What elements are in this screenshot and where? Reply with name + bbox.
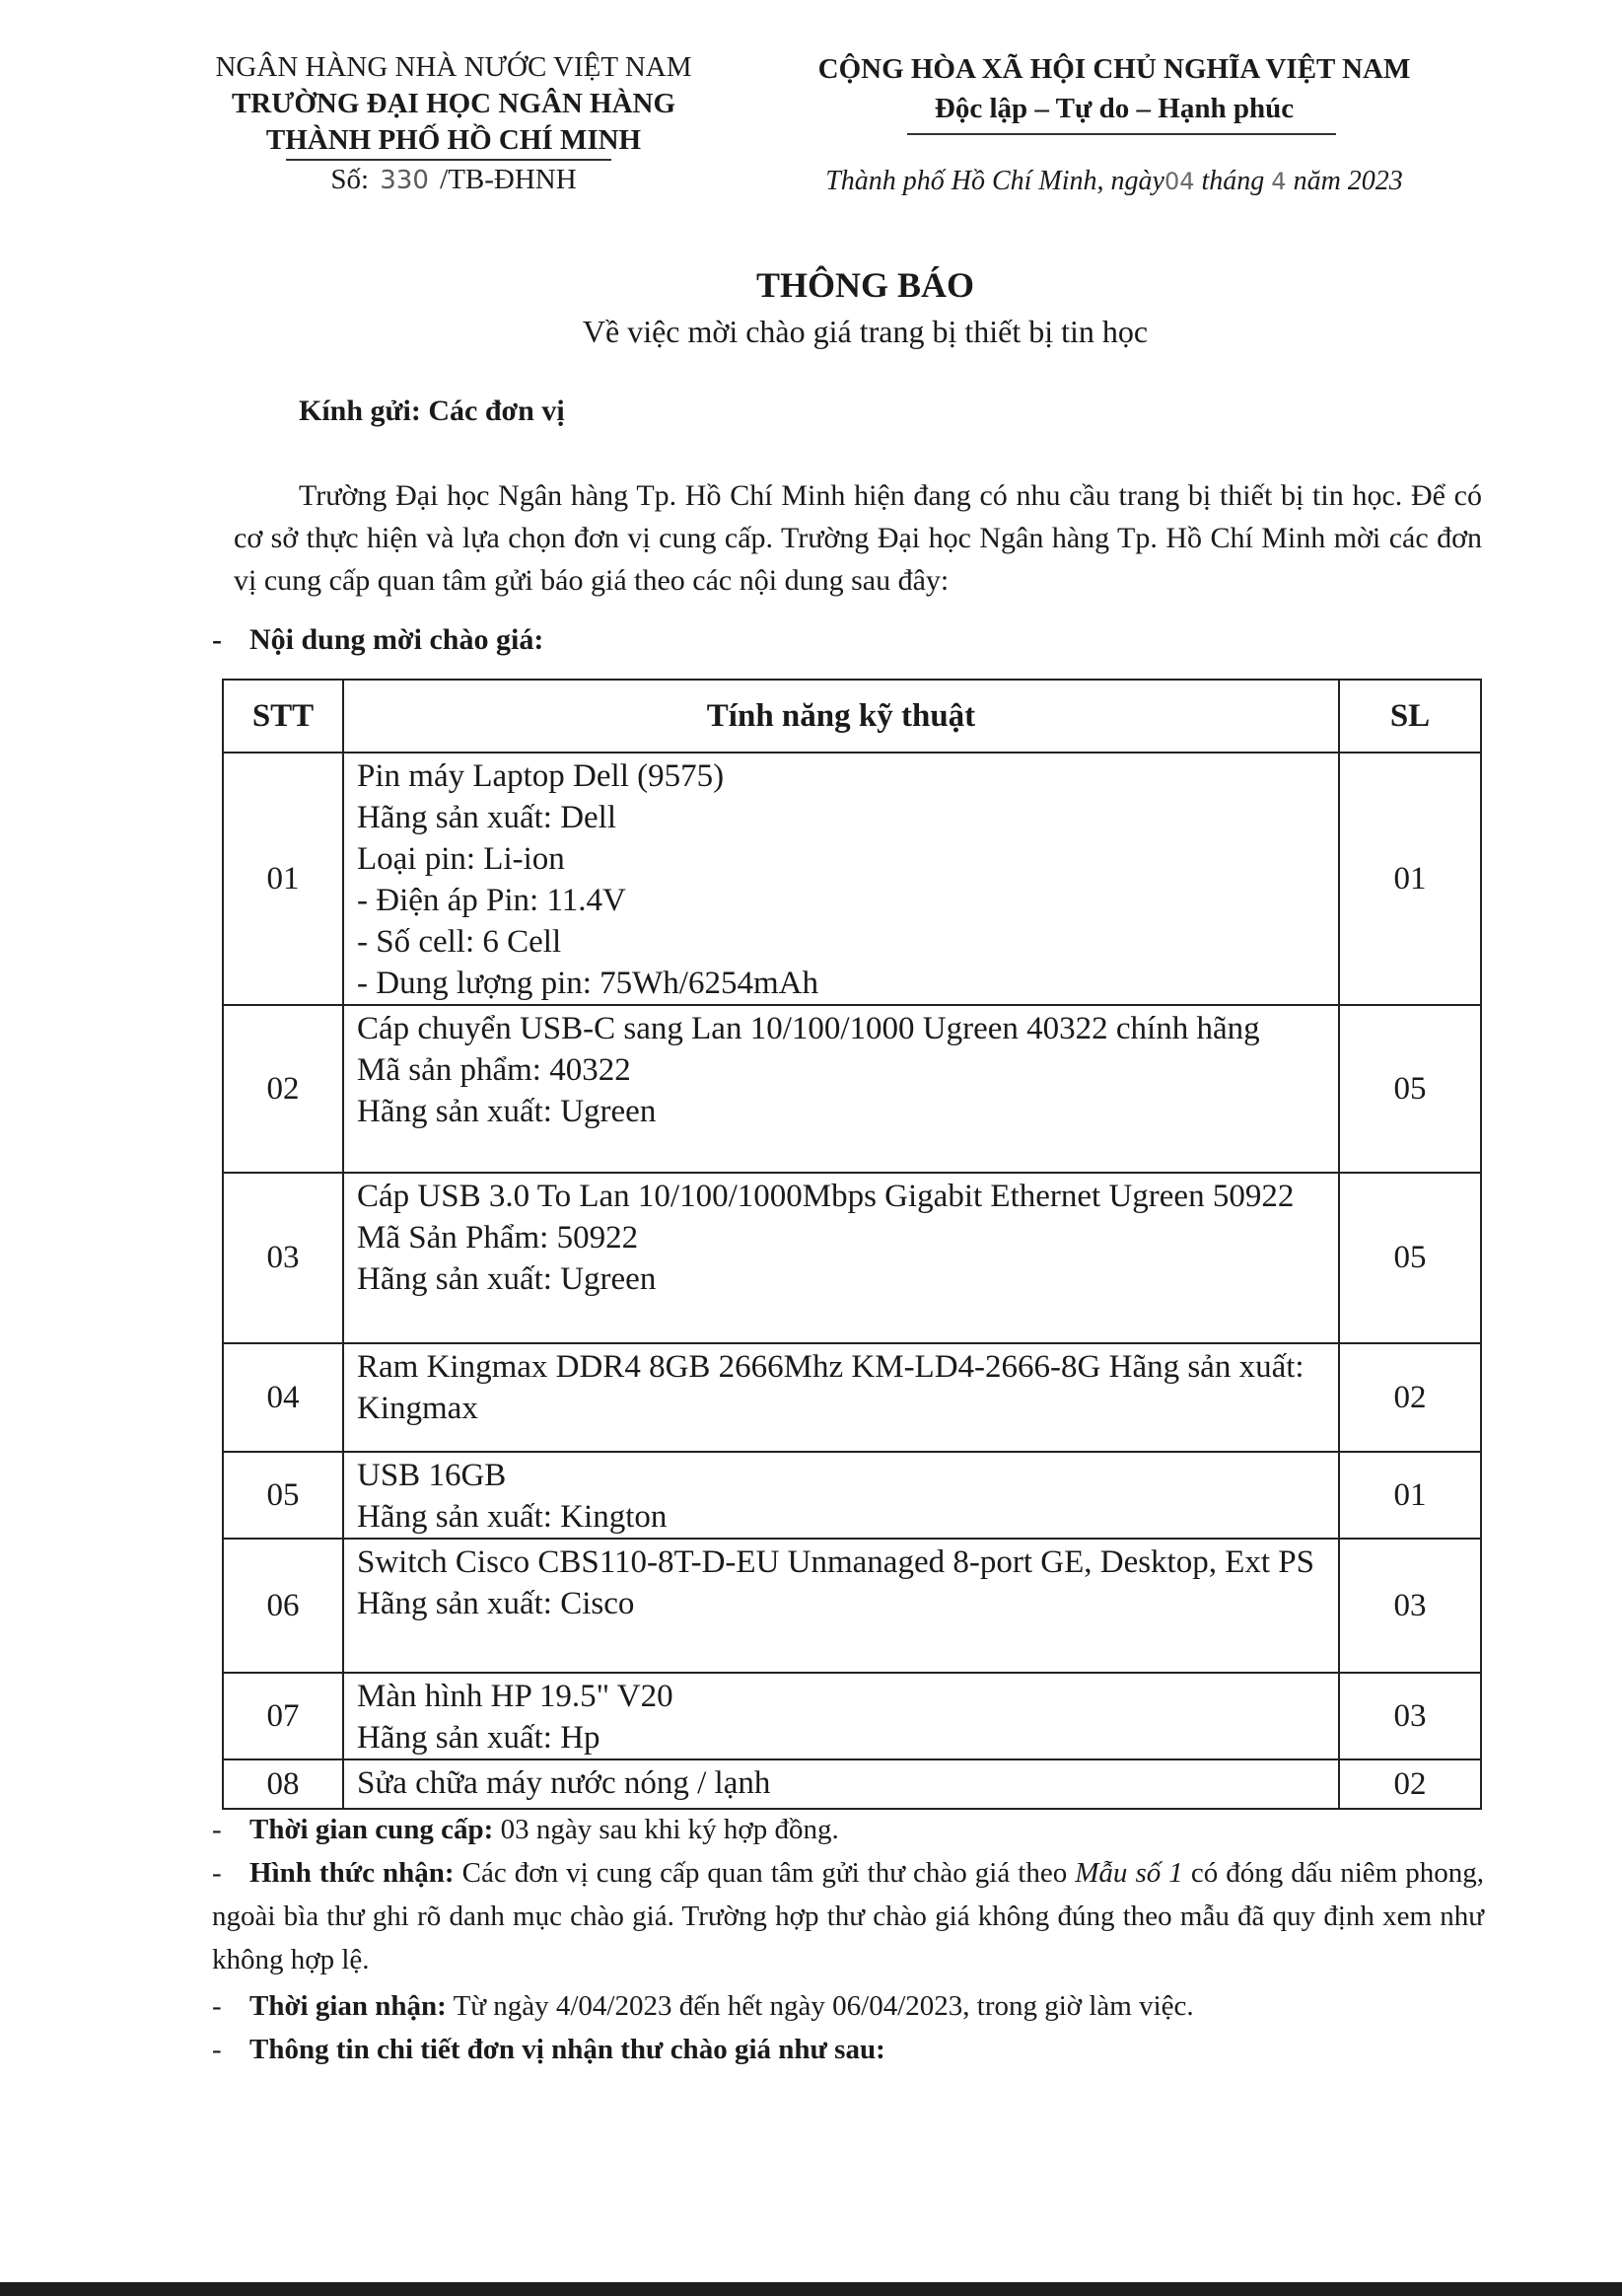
table-row	[223, 753, 1481, 1005]
document-date	[769, 166, 1459, 197]
date-text-month-label: tháng	[1201, 166, 1265, 196]
row-specs	[343, 1005, 1339, 1173]
spec-line: Hãng sản xuất: Hp	[357, 1720, 600, 1756]
section-label	[212, 623, 543, 657]
national-motto: Độc lập – Tự do – Hạnh phúc	[934, 93, 1295, 124]
spec-line: Hãng sản xuất: Dell	[357, 800, 617, 835]
table-row	[223, 1343, 1481, 1452]
issuer-underline	[286, 159, 611, 161]
bullet-dash: -	[212, 1857, 222, 1889]
issuer-ministry: NGÂN HÀNG NHÀ NƯỚC VIỆT NAM	[215, 51, 692, 83]
bullet-dash: -	[212, 1814, 222, 1845]
spec-line: Hãng sản xuất: Ugreen	[357, 1261, 657, 1297]
table-header-row	[223, 680, 1481, 753]
receive-time-label: Thời gian nhận:	[249, 1990, 447, 2022]
spec-line: - Dung lượng pin: 75Wh/6254mAh	[357, 966, 818, 1001]
national-title: CỘNG HÒA XÃ HỘI CHỦ NGHĨA VIỆT NAM	[817, 53, 1411, 85]
receive-form-text: Các đơn vị cung cấp quan tâm gửi thư chào giá theo	[461, 1857, 1068, 1889]
row-quantity: 05	[1339, 1005, 1481, 1173]
header-quantity: SL	[1339, 680, 1481, 753]
row-quantity: 01	[1339, 1452, 1481, 1539]
row-stt: 05	[223, 1452, 343, 1539]
spec-line: Hãng sản xuất: Cisco	[357, 1586, 635, 1621]
row-quantity: 02	[1339, 1759, 1481, 1809]
intro-paragraph: Trường Đại học Ngân hàng Tp. Hồ Chí Minh hiện đang có nhu cầu trang bị thiết bị tin học. Để có cơ sở thực hiện và lựa chọn đơn vị cung cấp. Trường Đại học Ngân hàng Tp. Hồ Chí Minh mời các đơn vị cung cấp quan tâm gửi báo giá theo các nội dung sau đây:	[234, 479, 1482, 597]
date-text-year: năm 2023	[1293, 166, 1403, 196]
row-specs	[343, 1539, 1339, 1673]
row-stt: 06	[223, 1539, 343, 1673]
items-table	[222, 679, 1482, 1810]
row-quantity: 05	[1339, 1173, 1481, 1343]
issuer-city: THÀNH PHỐ HỒ CHÍ MINH	[265, 124, 642, 156]
section-label-dash: -	[212, 623, 222, 656]
row-specs	[343, 1173, 1339, 1343]
document-title: THÔNG BÁO	[755, 265, 975, 305]
row-stt: 07	[223, 1673, 343, 1759]
spec-line: - Điện áp Pin: 11.4V	[357, 883, 626, 918]
supply-time-line	[212, 1808, 1484, 1851]
recipient-line: Kính gửi: Các đơn vị	[299, 395, 565, 427]
spec-line: Switch Cisco CBS110-8T-D-EU Unmanaged 8-port GE, Desktop, Ext PS	[357, 1544, 1315, 1580]
issuer-university: TRƯỜNG ĐẠI HỌC NGÂN HÀNG	[231, 88, 676, 119]
spec-line: Cáp USB 3.0 To Lan 10/100/1000Mbps Gigabit Ethernet Ugreen 50922	[357, 1179, 1295, 1214]
spec-line: Màn hình HP 19.5" V20	[357, 1679, 673, 1714]
issuer-block	[158, 49, 749, 159]
row-specs	[343, 753, 1339, 1005]
document-subtitle: Về việc mời chào giá trang bị thiết bị tin học	[582, 314, 1149, 349]
detail-label: Thông tin chi tiết đơn vị nhận thư chào giá như sau:	[249, 2034, 885, 2065]
table-row	[223, 1452, 1481, 1539]
spec-line: Hãng sản xuất: Kington	[357, 1499, 668, 1535]
date-month-handwritten: 4	[1271, 168, 1287, 195]
row-quantity: 03	[1339, 1673, 1481, 1759]
receive-form-template: Mẫu số 1	[1075, 1857, 1183, 1889]
document-number-handwritten: 330	[380, 166, 429, 195]
bullet-dash: -	[212, 1990, 222, 2022]
document-number-prefix: Số:	[330, 164, 369, 195]
motto-underline	[907, 133, 1336, 135]
row-specs	[343, 1452, 1339, 1539]
spec-line: Mã sản phẩm: 40322	[357, 1052, 631, 1088]
supply-time-text: 03 ngày sau khi ký hợp đồng.	[500, 1814, 839, 1845]
spec-line: - Số cell: 6 Cell	[357, 924, 562, 960]
receive-form-label: Hình thức nhận:	[249, 1857, 455, 1889]
spec-line: Loại pin: Li-ion	[357, 841, 565, 877]
table-row	[223, 1759, 1481, 1809]
receive-time-line	[212, 1984, 1484, 2028]
bullet-dash: -	[212, 2034, 222, 2065]
detail-line	[212, 2028, 1484, 2071]
header-specs: Tính năng kỹ thuật	[343, 680, 1339, 753]
spec-line: Hãng sản xuất: Ugreen	[357, 1094, 657, 1129]
row-stt: 03	[223, 1173, 343, 1343]
row-quantity: 01	[1339, 753, 1481, 1005]
receive-time-text: Từ ngày 4/04/2023 đến hết ngày 06/04/2023, trong giờ làm việc.	[453, 1990, 1194, 2022]
spec-line: Cáp chuyển USB-C sang Lan 10/100/1000 Ugreen 40322 chính hãng	[357, 1011, 1260, 1046]
row-quantity: 03	[1339, 1539, 1481, 1673]
row-specs	[343, 1673, 1339, 1759]
date-text-place: Thành phố Hồ Chí Minh, ngày	[825, 166, 1164, 196]
receive-form-paragraph	[212, 1851, 1484, 1981]
spec-line: Mã Sản Phẩm: 50922	[357, 1220, 639, 1256]
spec-line: Sửa chữa máy nước nóng / lạnh	[357, 1765, 771, 1801]
supply-time-label: Thời gian cung cấp:	[249, 1814, 494, 1845]
document-number-suffix: /TB-ĐHNH	[440, 164, 577, 195]
table-row	[223, 1539, 1481, 1673]
spec-line: Pin máy Laptop Dell (9575)	[357, 758, 725, 794]
row-specs	[343, 1759, 1339, 1809]
receive-form-text-cont: có đóng dấu niêm phong, ngoài bìa thư ghi rõ danh mục chào giá. Trường hợp thư chào giá không đúng theo mẫu đã quy định xem như không hợp lệ.	[212, 1857, 1484, 1975]
spec-line: Ram Kingmax DDR4 8GB 2666Mhz KM-LD4-2666-8G Hãng sản xuất: Kingmax	[357, 1349, 1305, 1426]
spec-line: USB 16GB	[357, 1458, 507, 1493]
row-specs	[343, 1343, 1339, 1452]
row-stt: 02	[223, 1005, 343, 1173]
scan-bottom-edge	[0, 2282, 1622, 2296]
table-row	[223, 1173, 1481, 1343]
table-row	[223, 1673, 1481, 1759]
section-label-text: Nội dung mời chào giá:	[249, 623, 544, 656]
table-row	[223, 1005, 1481, 1173]
national-motto-block	[779, 49, 1449, 128]
row-stt: 04	[223, 1343, 343, 1452]
row-stt: 08	[223, 1759, 343, 1809]
header-stt: STT	[223, 680, 343, 753]
date-day-handwritten: 04	[1164, 168, 1195, 195]
document-number	[158, 164, 749, 196]
row-stt: 01	[223, 753, 343, 1005]
row-quantity: 02	[1339, 1343, 1481, 1452]
